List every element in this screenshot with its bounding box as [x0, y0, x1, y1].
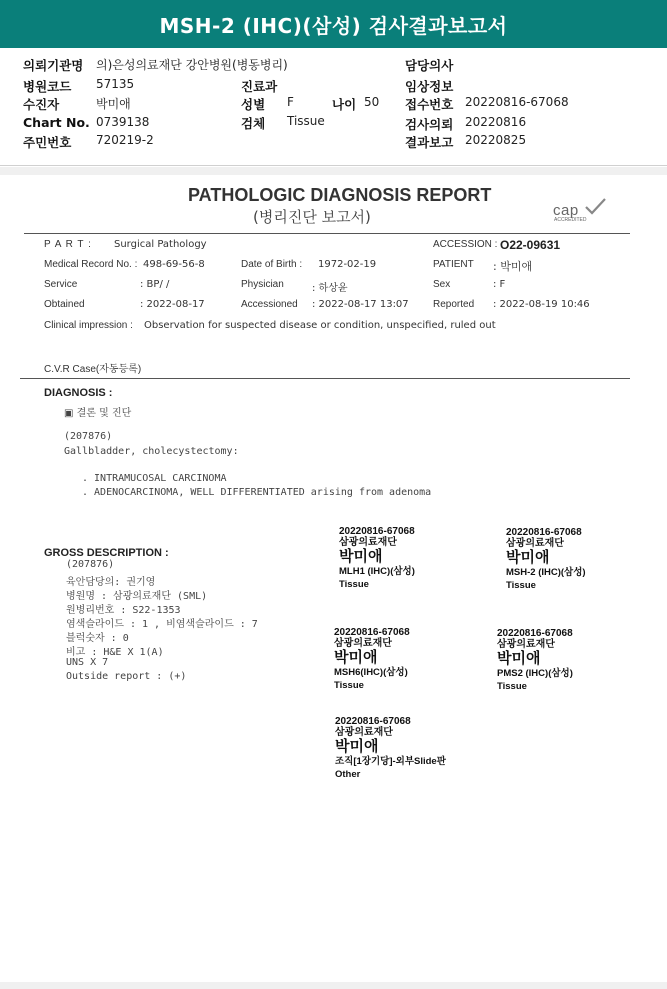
- sticker-org: 삼광의료재단: [506, 537, 564, 549]
- code-label: 병원코드: [23, 79, 72, 94]
- obtained-label: Obtained: [44, 299, 85, 310]
- sticker-id: 20220816-67068: [335, 716, 411, 727]
- sticker-name: 박미애: [335, 738, 379, 755]
- sticker-test: 조직[1장기당]-외부Slide판: [335, 755, 446, 767]
- gross-line: 병원명 : 삼광의료재단 (SML): [66, 591, 208, 602]
- physician-label: Physician: [241, 279, 284, 290]
- sticker-type: Tissue: [339, 578, 369, 590]
- specimen-label-sticker: [506, 528, 586, 591]
- specimen-label-sticker: [339, 527, 415, 590]
- gross-title: GROSS DESCRIPTION :: [44, 547, 169, 559]
- sticker-test: PMS2 (IHC)(삼성): [497, 667, 573, 679]
- age-value: 50: [364, 95, 380, 109]
- report-title-ko: (병리진단 보고서): [253, 208, 371, 226]
- sticker-id: 20220816-67068: [506, 527, 582, 538]
- checkmark-icon: [583, 197, 607, 217]
- patient-label: 수진자: [23, 97, 60, 112]
- accession-label: ACCESSION :: [433, 239, 498, 250]
- sticker-org: 삼광의료재단: [335, 726, 393, 738]
- report-date-value: 20220825: [465, 133, 527, 147]
- sex-value: F: [287, 95, 294, 109]
- dob-label: Date of Birth :: [241, 259, 303, 270]
- patient-value-en: : 박미애: [493, 260, 533, 273]
- diagnosis-code: (207876): [64, 431, 113, 442]
- sticker-name: 박미애: [339, 548, 383, 565]
- sticker-type: Tissue: [497, 680, 527, 692]
- sticker-org: 삼광의료재단: [339, 536, 397, 548]
- mrn-label: Medical Record No. :: [44, 259, 138, 270]
- code-value: 57135: [96, 77, 135, 91]
- clinical-label: 임상정보: [405, 79, 454, 94]
- divider-diagnosis: [20, 378, 630, 379]
- patient-label-en: PATIENT: [433, 259, 474, 270]
- receipt-value: 20220816-67068: [465, 95, 569, 109]
- age-label: 나이: [332, 97, 357, 112]
- sticker-type: Other: [335, 768, 361, 780]
- reported-value: : 2022-08-19 10:46: [493, 299, 590, 310]
- gross-line: Outside report : (+): [66, 671, 187, 682]
- sticker-id: 20220816-67068: [497, 628, 573, 639]
- mrn-value: 498-69-56-8: [143, 259, 205, 270]
- report-title-en: PATHOLOGIC DIAGNOSIS REPORT: [188, 185, 492, 205]
- diagnosis-line-2: . ADENOCARCINOMA, WELL DIFFERENTIATED arising from adenoma: [82, 487, 432, 498]
- dept-label: 진료과: [241, 79, 278, 94]
- accessioned-value: : 2022-08-17 13:07: [312, 299, 409, 310]
- part-label: P A R T :: [44, 239, 92, 250]
- physician-value: : 하상윤: [312, 283, 348, 294]
- cap-accredited-logo: [553, 197, 613, 225]
- accession-value: O22-09631: [500, 238, 561, 252]
- diagnosis-title: DIAGNOSIS :: [44, 387, 113, 399]
- service-value: : BP/ /: [140, 279, 170, 290]
- sticker-org: 삼광의료재단: [334, 637, 392, 649]
- receipt-label: 접수번호: [405, 97, 454, 112]
- attending-label: 담당의사: [405, 58, 454, 73]
- sticker-org: 삼광의료재단: [497, 638, 555, 650]
- gross-line: (207876): [66, 559, 115, 570]
- gross-line: 원병리번호 : S22-1353: [66, 605, 181, 616]
- sticker-name: 박미애: [497, 650, 541, 667]
- gross-line: 육안담당의: 권기영: [66, 577, 156, 588]
- sticker-id: 20220816-67068: [334, 627, 410, 638]
- sticker-type: Tissue: [334, 679, 364, 691]
- chart-value: 0739138: [96, 115, 150, 129]
- patient-value: 박미애: [96, 97, 131, 111]
- gross-line: 염색슬라이드 : 1 , 비염색슬라이드 : 7: [66, 619, 258, 630]
- cap-sub: ACCREDITED: [554, 217, 587, 223]
- section-gap: [0, 167, 667, 175]
- gross-line: 블럭숫자 : 0: [66, 633, 129, 644]
- clinical-impression-value: Observation for suspected disease or condition, unspecified, ruled out: [144, 320, 496, 331]
- institution-value: 의)은성의료재단 강안병원(병동병리): [96, 58, 288, 72]
- diagnosis-subtitle: ▣ 결론 및 진단: [64, 408, 132, 419]
- reported-label: Reported: [433, 299, 475, 310]
- sticker-test: MLH1 (IHC)(삼성): [339, 565, 415, 577]
- request-info-header: [0, 48, 667, 166]
- page-bottom-edge: [0, 982, 667, 989]
- rrn-value: 720219-2: [96, 133, 154, 147]
- specimen-label: 검체: [241, 116, 266, 131]
- sticker-id: 20220816-67068: [339, 526, 415, 537]
- rrn-label: 주민번호: [23, 135, 72, 150]
- institution-label: 의뢰기관명: [23, 58, 84, 73]
- sticker-name: 박미애: [334, 649, 378, 666]
- sex-label-en: Sex: [433, 279, 451, 290]
- gross-line: UNS X 7: [66, 657, 109, 668]
- cap-logo-text: cap: [553, 202, 579, 219]
- report-title-banner: [0, 0, 667, 48]
- part-value: Surgical Pathology: [114, 239, 207, 250]
- diagnosis-organ: Gallbladder, cholecystectomy:: [64, 446, 239, 457]
- sticker-test: MSH6(IHC)(삼성): [334, 666, 408, 678]
- specimen-value: Tissue: [287, 114, 325, 128]
- dob-value: 1972-02-19: [318, 259, 377, 270]
- accessioned-label: Accessioned: [241, 299, 298, 310]
- report-date-label: 결과보고: [405, 135, 454, 150]
- clinical-impression-label: Clinical impression :: [44, 320, 133, 331]
- service-label: Service: [44, 279, 78, 290]
- banner-title: MSH-2 (IHC)(삼성) 검사결과보고서: [159, 13, 508, 38]
- obtained-value: : 2022-08-17: [140, 299, 205, 310]
- cvr-case: C.V.R Case(자동등록): [44, 364, 142, 375]
- sex-label: 성별: [241, 97, 266, 112]
- divider-top: [24, 233, 630, 234]
- specimen-label-sticker: [497, 629, 573, 692]
- sex-value-en: : F: [493, 279, 506, 290]
- sticker-type: Tissue: [506, 579, 536, 591]
- specimen-label-sticker: [335, 717, 446, 780]
- gross-line: 비고 : H&E X 1(A): [66, 647, 164, 658]
- specimen-label-sticker: [334, 628, 410, 691]
- sticker-name: 박미애: [506, 549, 550, 566]
- request-label: 검사의뢰: [405, 117, 454, 132]
- chart-label: Chart No.: [23, 115, 90, 130]
- sticker-test: MSH-2 (IHC)(삼성): [506, 566, 586, 578]
- request-value: 20220816: [465, 115, 527, 129]
- diagnosis-line-1: . INTRAMUCOSAL CARCINOMA: [82, 473, 227, 484]
